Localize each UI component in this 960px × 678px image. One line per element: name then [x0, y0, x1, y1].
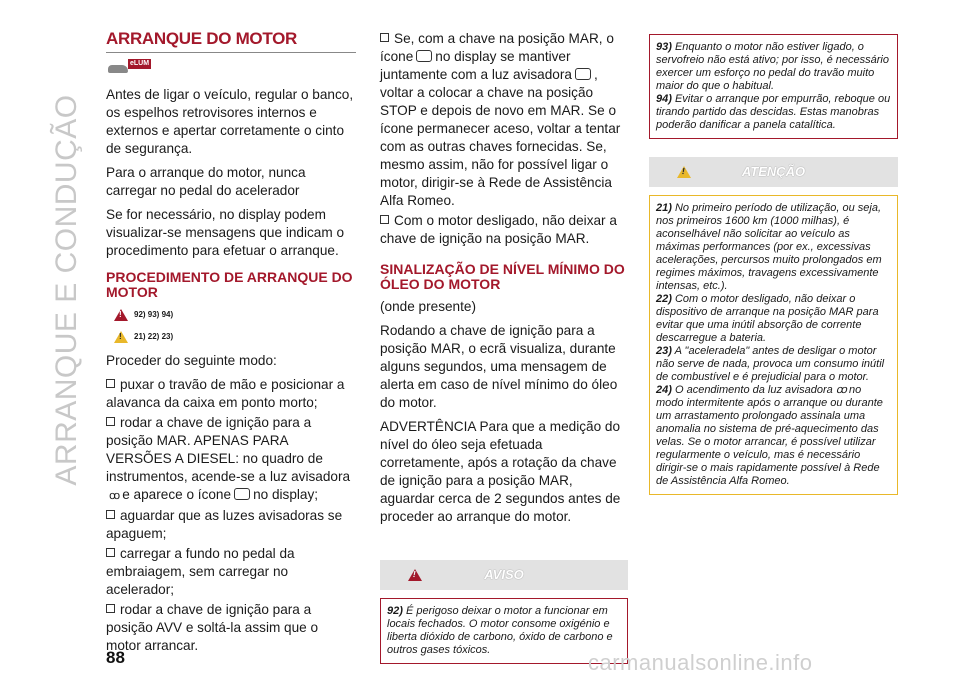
accelerator-paragraph: Para o arranque do motor, nunca carregar no pedal do acelerador — [106, 165, 306, 198]
column-3 — [649, 30, 898, 495]
note-text: No primeiro período de utilização, ou seja, nos primeiros 1600 km (1000 milhas), é aconselhável não solicitar ao veículo as máximas performances (por ex., excessivas acelerações, percursos muito prolongados em regimes máximos, travagens excessivamente intensas, etc.). — [656, 202, 882, 292]
display-paragraph: Se for necessário, no display podem visualizar-se mensagens que indicam o procedimento para efetuar o arranque. — [106, 207, 345, 258]
note-text: Evitar o arranque por empurrão, reboque ou tirando partido das descidas. Estas manobras poderão danificar a panela catalítica. — [656, 93, 891, 131]
note-number: 92) — [387, 605, 403, 617]
note-item — [656, 345, 891, 384]
note-text: Enquanto o motor não estiver ligado, o servofreio não está ativo; por isso, é necessário exercer um esforço no pedal do travão muito maior do que o habitual. — [656, 41, 889, 92]
note-item — [656, 384, 891, 488]
advertencia-paragraph: ADVERTÊNCIA Para que a medição do nível do óleo seja efetuada corretamente, após a rotação da chave de ignição para a posição MAR, aguardar cerca de 2 segundos antes de proceder ao arranque do motor. — [380, 419, 621, 524]
warning-ref-1[interactable]: 92) 93) 94) — [134, 310, 174, 319]
glow-plug-icon: ꝏ — [835, 384, 846, 396]
checkbox-bullet-icon — [106, 548, 115, 557]
watermark: carmanualsonline.info — [588, 650, 813, 675]
list-item: rodar a chave de ignição para a posição MAR. APENAS PARA VERSÕES A DIESEL: no quadro de instrumentos, acende-se a luz avisadoraꝏ e aparece o ícone no display; — [106, 414, 356, 505]
note-text: A "aceleradela" antes de desligar o motor não serve de nada, provoca um consumo inútil de combustível e é prejudicial para o motor. — [656, 345, 885, 383]
list-item: carregar a fundo no pedal da embraiagem, sem carregar no acelerador; — [106, 546, 295, 597]
note-item — [656, 202, 891, 293]
chapter-side-title-text: ARRANQUE E CONDUÇÃO — [50, 94, 83, 486]
engine-icon — [234, 488, 250, 500]
checkbox-bullet-icon — [106, 417, 115, 426]
list-item: puxar o travão de mão e posicionar a alavanca da caixa em ponto morto; — [106, 377, 345, 410]
elum-badge — [108, 59, 156, 75]
column-1 — [106, 30, 356, 657]
note-number: 23) — [656, 345, 672, 357]
page-number: 88 — [106, 648, 125, 667]
engine-warning-icon — [575, 68, 591, 80]
checkbox-bullet-icon — [106, 510, 115, 519]
warning-triangle-icon — [408, 569, 422, 581]
aviso-title: AVISO — [484, 567, 524, 582]
note-number: 93) — [656, 41, 672, 53]
caution-triangle-icon — [677, 166, 691, 178]
note-number: 22) — [656, 293, 672, 305]
aviso-continued-box — [649, 34, 898, 139]
warning-ref-row-2 — [114, 328, 356, 346]
aviso-banner — [380, 560, 628, 590]
note-number: 24) — [656, 384, 672, 396]
intro-paragraph: Antes de ligar o veículo, regular o banco, os espelhos retrovisores internos e externos e apertar corretamente o cinto de segurança. — [106, 87, 354, 156]
note-text: O acendimento da luz avisadora — [674, 384, 833, 396]
atencao-title: ATENÇÃO — [741, 164, 806, 179]
checkbox-bullet-icon — [380, 33, 389, 42]
list-item: Se, com a chave na posição MAR, o ícone no display se mantiver juntamente com a luz avisadora , voltar a colocar a chave na posição STOP e depois de novo em MAR. Se o ícone permanecer aceso, voltar a tentar com as outras chaves fornecidas. Se, mesmo assim, não for possível ligar o motor, dirigir-se à Rede de Assistência Alfa Romeo. — [380, 31, 621, 208]
section-title: ARRANQUE DO MOTOR — [106, 30, 356, 53]
checkbox-bullet-icon — [380, 215, 389, 224]
procedure-intro: Proceder do seguinte modo: — [106, 353, 277, 368]
atencao-box — [649, 195, 898, 495]
glow-plug-icon: ꝏ — [109, 490, 120, 502]
elum-label: eLUM — [130, 60, 150, 67]
note-text: no modo intermitente após o arranque ou durante um arrastamento prolongado assinala uma anomalia no sistema de pré-aquecimento das velas. Se o motor arrancar, é possível utilizar regularmente o veículo, mas é necessário dirigir-se o mais rapidamente possível à Rede de Assistência Alfa Romeo. — [656, 384, 883, 487]
note-item — [656, 293, 891, 345]
note-text: Com o motor desligado, não deixar o dispositivo de arranque na posição MAR para evitar que uma inútil absorção de corrente descarregue a bateria. — [656, 293, 879, 344]
list-item: Com o motor desligado, não deixar a chave de ignição na posição MAR. — [380, 213, 617, 246]
checkbox-bullet-icon — [106, 604, 115, 613]
atencao-banner — [649, 157, 898, 187]
warning-ref-row-1 — [114, 306, 356, 324]
subsection-title-procedure: PROCEDIMENTO DE ARRANQUE DO MOTOR — [106, 269, 353, 300]
note-number: 94) — [656, 93, 672, 105]
note-item — [656, 41, 891, 93]
note-number: 21) — [656, 202, 672, 214]
note-item — [656, 93, 891, 132]
oil-paragraph: Rodando a chave de ignição para a posição MAR, o ecrã visualiza, durante alguns segundos, uma mensagem de alerta em caso de nível mínimo do óleo do motor. — [380, 323, 618, 410]
list-item: aguardar que as luzes avisadoras se apaguem; — [106, 508, 343, 541]
list-item: rodar a chave de ignição para a posição AVV e soltá-la assim que o motor arrancar. — [106, 602, 319, 653]
column-2 — [380, 30, 628, 664]
checkbox-bullet-icon — [106, 379, 115, 388]
car-icon — [108, 65, 128, 73]
subsection-title-oil: SINALIZAÇÃO DE NÍVEL MÍNIMO DO ÓLEO DO MOTOR — [380, 261, 625, 292]
engine-icon — [416, 50, 432, 62]
note-text: É perigoso deixar o motor a funcionar em locais fechados. O motor consome oxigénio e liberta dióxido de carbono, óxido de carbono e outros gases tóxicos. — [387, 605, 613, 656]
where-present: (onde presente) — [380, 299, 476, 314]
warning-ref-2[interactable]: 21) 22) 23) — [134, 332, 174, 341]
caution-triangle-icon — [114, 331, 128, 343]
warning-triangle-icon — [114, 309, 128, 321]
